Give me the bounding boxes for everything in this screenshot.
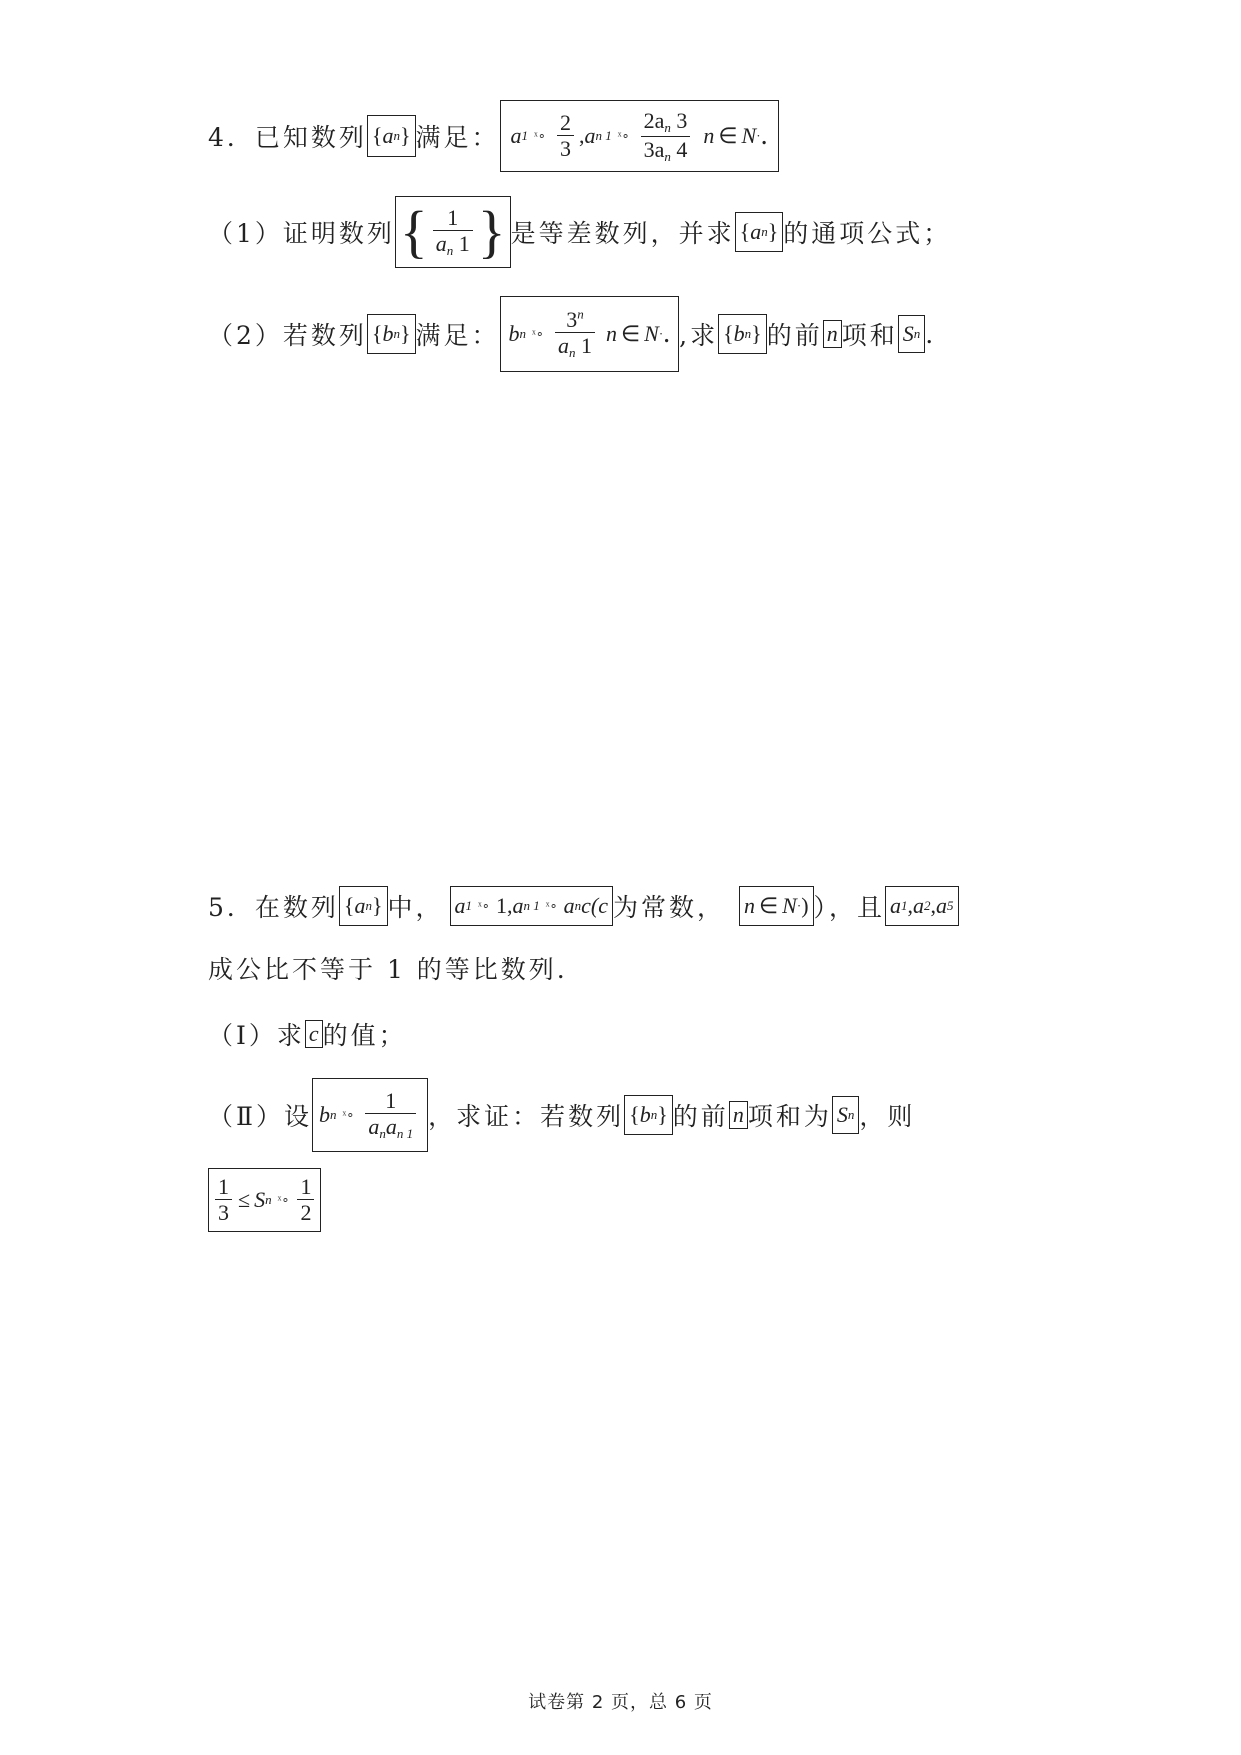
q4-part2-line bbox=[208, 296, 936, 372]
q4-part2-text-2: 满足： bbox=[415, 321, 500, 350]
fraction-recurrence: $\frac{2a_n 3}{3a_n 4}$ bbox=[641, 108, 691, 165]
q4-part1-line bbox=[208, 196, 951, 268]
formula-an-2: { a n } bbox=[735, 212, 784, 252]
page-footer: 试卷第 2 页，总 6 页 bbox=[528, 1692, 713, 1713]
q4-part2-text: （2）若数列 bbox=[208, 321, 367, 350]
formula-q5-n: n bbox=[729, 1101, 748, 1129]
formula-q5-n-in-N: n ∈ N · ) bbox=[739, 886, 814, 926]
formula-q5-bn: { b n } bbox=[624, 1095, 673, 1135]
fraction-1-2: $\frac{1}{2}$ bbox=[297, 1174, 314, 1227]
q4-part1-text-2: 是等差数列，并求 bbox=[510, 219, 735, 248]
formula-a1-a2-a5: a 1 , a 2 , a 5 bbox=[885, 886, 959, 926]
formula-bn-2: { b n } bbox=[718, 314, 767, 354]
formula-sn: S n bbox=[898, 315, 926, 353]
formula-inequality: $\frac{1}{3}$ ≤ S n ˣ∘ $\frac{1}{2}$ bbox=[208, 1168, 321, 1232]
q4-part1-text: （1）证明数列 bbox=[208, 219, 395, 248]
q5-part1-line bbox=[208, 1016, 407, 1052]
q5-intro-line bbox=[208, 886, 959, 926]
q4-intro-text: 4．已知数列 bbox=[208, 123, 367, 152]
q4-part2-text-3: ,求 bbox=[679, 321, 719, 350]
q4-intro-line bbox=[208, 100, 779, 172]
q5-intro-text-2: 中， bbox=[387, 893, 444, 922]
formula-n: n bbox=[823, 320, 842, 348]
formula-q5-bn-def: b n ˣ∘ $\frac{1}{a_na_{n 1}}$ bbox=[312, 1078, 428, 1152]
formula-q5-an: { a n } bbox=[339, 886, 388, 926]
q5-intro-text: 5．在数列 bbox=[208, 893, 339, 922]
fraction-1-over-product: $\frac{1}{a_na_{n 1}}$ bbox=[365, 1088, 416, 1142]
q5-part2-text-3: 的前 bbox=[672, 1102, 729, 1131]
q4-part1-text-3: 的通项公式； bbox=[783, 219, 952, 248]
q4-part2-text-5: 项和 bbox=[841, 321, 898, 350]
formula-q5-recurrence: a 1 ˣ∘ 1, a n 1 ˣ∘ a n c(c bbox=[450, 886, 613, 926]
q5-part2-text: （Ⅱ）设 bbox=[208, 1102, 312, 1131]
q5-inequality-line bbox=[208, 1168, 321, 1232]
fraction-1-over-an-1: $\frac{1}{a_n 1}$ bbox=[433, 205, 473, 259]
formula-c: c bbox=[305, 1020, 323, 1048]
fraction-2-3: $\frac{2}{3}$ bbox=[557, 110, 574, 163]
formula-an: { a n } bbox=[367, 115, 416, 157]
q4-part2-end: . bbox=[925, 319, 937, 349]
q5-intro-text-3: 为常数， bbox=[612, 893, 725, 922]
q5-line2 bbox=[208, 950, 568, 986]
q4-intro-text-2: 满足： bbox=[415, 123, 500, 152]
q5-part2-line bbox=[208, 1078, 915, 1152]
formula-reciprocal-seq: { $\frac{1}{a_n 1}$ } bbox=[395, 196, 511, 268]
q5-part2-text-2: ，求证：若数列 bbox=[428, 1102, 625, 1131]
fraction-1-3: $\frac{1}{3}$ bbox=[215, 1174, 232, 1227]
formula-q4-recurrence: a 1 ˣ∘ $\frac{2}{3}$ , a n 1 ˣ∘ $\frac{2a_n 3}{3a_n 4}$ n ∈ N · . bbox=[500, 100, 779, 172]
q5-part2-text-4: 项和为 bbox=[747, 1102, 832, 1131]
formula-q5-sn: S n bbox=[832, 1096, 860, 1134]
formula-bn: { b n } bbox=[367, 314, 416, 354]
q5-line2-text: 成公比不等于 1 的等比数列. bbox=[208, 955, 568, 984]
q5-part1-text-2: 的值； bbox=[322, 1021, 407, 1050]
formula-bn-def: b n ˣ∘ $\frac{3^n}{a_n 1}$ n ∈ N · . bbox=[500, 296, 680, 372]
fraction-3n: $\frac{3^n}{a_n 1}$ bbox=[555, 307, 595, 361]
q5-part1-text: （Ⅰ）求 bbox=[208, 1021, 305, 1050]
q5-intro-text-4: ），且 bbox=[813, 893, 886, 922]
q4-part2-text-4: 的前 bbox=[766, 321, 823, 350]
q5-part2-text-5: ，则 bbox=[859, 1102, 916, 1131]
